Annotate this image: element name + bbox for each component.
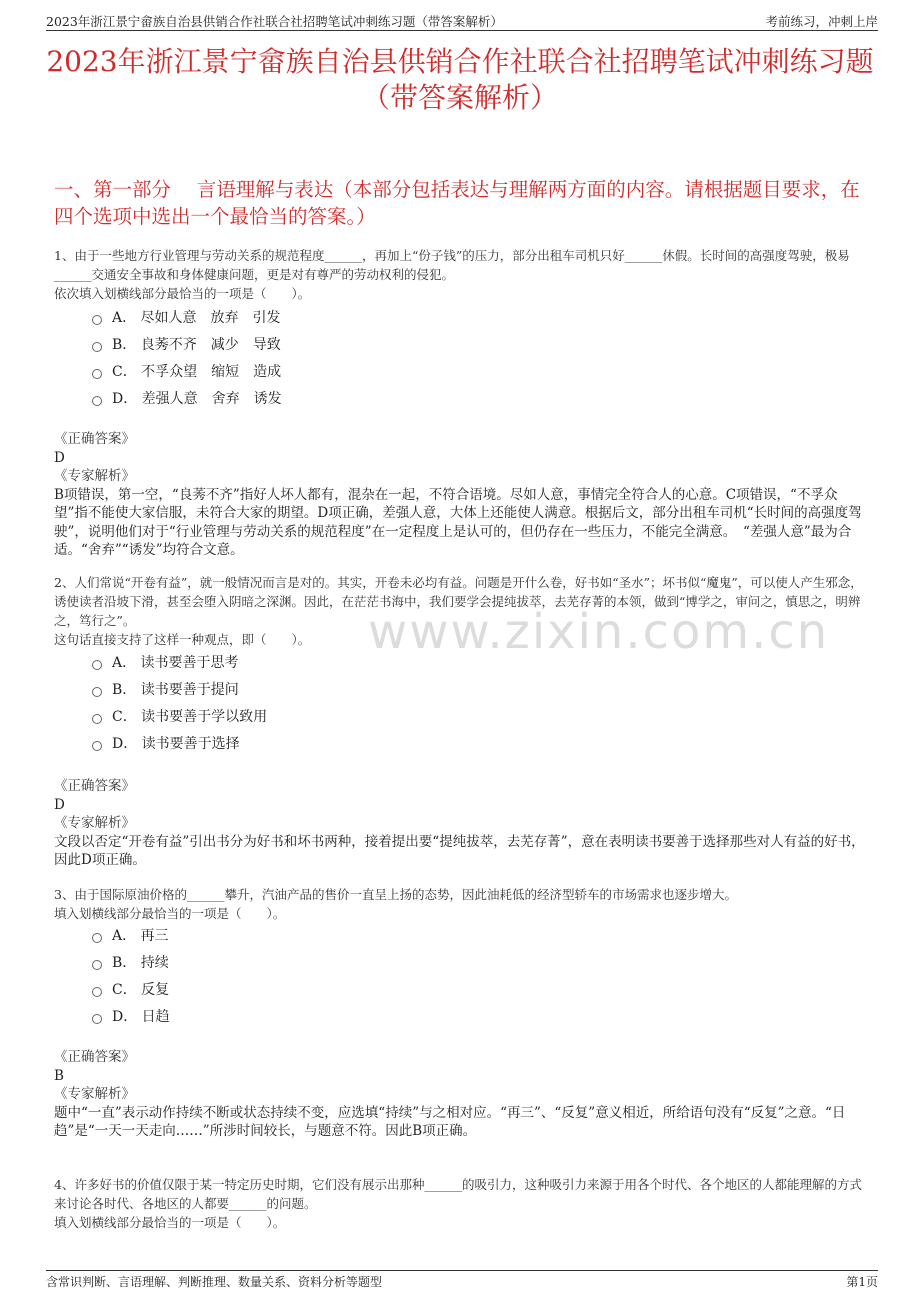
option-b[interactable]: B． 良莠不齐 减少 导致: [92, 335, 282, 362]
radio-icon[interactable]: [92, 987, 102, 997]
question-4-stem: [54, 1175, 870, 1232]
radio-icon[interactable]: [92, 741, 102, 751]
analysis-label: 《专家解析》: [54, 815, 135, 831]
question-stem-text: 3、由于国际原油价格的______攀升，汽油产品的售价一直呈上扬的态势，因此油耗低的经济型轿车的市场需求也逐步增大。: [54, 887, 737, 902]
radio-icon[interactable]: [92, 687, 102, 697]
radio-icon[interactable]: [92, 369, 102, 379]
option-d[interactable]: D． 读书要善于选择: [92, 734, 267, 761]
option-a[interactable]: A． 尽如人意 放弃 引发: [92, 308, 282, 335]
question-1-options: [92, 308, 282, 416]
radio-icon[interactable]: [92, 342, 102, 352]
footer-topics: 含常识判断、言语理解、判断推理、数量关系、资料分析等题型: [46, 1275, 383, 1289]
page-number: 第1页: [846, 1275, 878, 1289]
page-footer: [46, 1270, 878, 1291]
question-prompt: 这句话直接支持了这样一种观点，即（ ）。: [54, 632, 311, 647]
question-3-stem: [54, 885, 870, 923]
header-document-title: 2023年浙江景宁畲族自治县供销合作社联合社招聘笔试冲刺练习题（带答案解析）: [46, 14, 503, 29]
question-1-answer-block: [54, 430, 870, 560]
option-b[interactable]: B． 持续: [92, 953, 170, 980]
question-3-answer-block: [54, 1048, 870, 1141]
radio-icon[interactable]: [92, 1014, 102, 1024]
option-a[interactable]: A． 再三: [92, 926, 170, 953]
option-c[interactable]: C． 读书要善于学以致用: [92, 707, 267, 734]
question-stem-text: 1、由于一些地方行业管理与劳动关系的规范程度______，再加上“份子钱”的压力，部分出租车司机只好______休假。长时间的高强度驾驶，极易______交通安全事故和身体健康问题，更是对有尊严的劳动权利的侵犯。: [54, 248, 850, 282]
radio-icon[interactable]: [92, 315, 102, 325]
correct-answer: B: [54, 1067, 64, 1084]
radio-icon[interactable]: [92, 933, 102, 943]
question-3-options: [92, 926, 170, 1034]
analysis-label: 《专家解析》: [54, 1086, 135, 1102]
watermark: www.zixin.com.cn: [368, 604, 830, 660]
option-d[interactable]: D． 日趋: [92, 1007, 170, 1034]
question-1-stem: [54, 246, 870, 303]
analysis-text: 文段以否定“开卷有益”引出书分为好书和坏书两种，接着提出要“提纯拔萃，去芜存菁”，意在表明读书要善于选择那些对人有益的好书，因此D项正确。: [54, 833, 865, 868]
analysis-label: 《专家解析》: [54, 468, 135, 484]
header-slogan: 考前练习，冲刺上岸: [765, 14, 878, 29]
page-header: [46, 10, 878, 31]
question-prompt: 填入划横线部分最恰当的一项是（ ）。: [54, 1215, 286, 1230]
answer-label: 《正确答案》: [54, 778, 135, 794]
radio-icon[interactable]: [92, 960, 102, 970]
question-stem-text: 4、许多好书的价值仅限于某一特定历史时期，它们没有展示出那种______的吸引力，这种吸引力来源于用各个时代、各个地区的人都能理解的方式来讨论各时代、各地区的人都要______的问题。: [54, 1177, 862, 1211]
option-d[interactable]: D． 差强人意 舍弃 诱发: [92, 389, 282, 416]
question-2-options: [92, 653, 267, 761]
question-2-stem: [54, 573, 870, 649]
section-heading: 一、第一部分 言语理解与表达（本部分包括表达与理解两方面的内容。请根据题目要求，在四个选项中选出一个最恰当的答案。）: [54, 178, 860, 228]
option-c[interactable]: C． 不孚众望 缩短 造成: [92, 362, 282, 389]
radio-icon[interactable]: [92, 660, 102, 670]
option-b[interactable]: B． 读书要善于提问: [92, 680, 267, 707]
question-2-answer-block: [54, 777, 870, 870]
option-a[interactable]: A． 读书要善于思考: [92, 653, 267, 680]
radio-icon[interactable]: [92, 714, 102, 724]
answer-label: 《正确答案》: [54, 1049, 135, 1065]
answer-label: 《正确答案》: [54, 431, 135, 447]
radio-icon[interactable]: [92, 396, 102, 406]
correct-answer: D: [54, 449, 65, 466]
option-c[interactable]: C． 反复: [92, 980, 170, 1007]
page-title: 2023年浙江景宁畲族自治县供销合作社联合社招聘笔试冲刺练习题（带答案解析）: [46, 45, 874, 114]
question-prompt: 填入划横线部分最恰当的一项是（ ）。: [54, 906, 286, 921]
correct-answer: D: [54, 796, 65, 813]
analysis-text: 题中“一直”表示动作持续不断或状态持续不变，应选填“持续”与之相对应。“再三”、“反复”意义相近，所给语句没有“反复”之意。“日趋”是“一天一天走向……”所涉时间较长，与题意不符。因此B项正确。: [54, 1104, 846, 1139]
question-stem-text: 2、人们常说“开卷有益”，就一般情况而言是对的。其实，开卷未必均有益。问题是开什么卷，好书如“圣水”；坏书似“魔鬼”，可以使人产生邪念，诱使读者沿坡下滑，甚至会堕入阴暗之深渊。因此，在茫茫书海中，我们要学会提纯拔萃，去芜存菁的本领，做到“博学之，审问之，慎思之，明辨之，笃行之”。: [54, 575, 863, 628]
question-prompt: 依次填入划横线部分最恰当的一项是（ ）。: [54, 286, 311, 301]
analysis-text: B项错误，第一空，“良莠不齐”指好人坏人都有，混杂在一起，不符合语境。尽如人意，事情完全符合人的心意。C项错误，“不孚众望”指不能使大家信服，未符合大家的期望。D项正确，差强人意，大体上还能使人满意。根据后文，部分出租车司机“长时间的高强度驾驶”，说明他们对于“行业管理与劳动关系的规范程度”在一定程度上是认可的，但仍存在一些压力，不能完全满意。 “差强人意”最为合适。“舍弃”“诱发”均符合文意。: [54, 486, 862, 558]
